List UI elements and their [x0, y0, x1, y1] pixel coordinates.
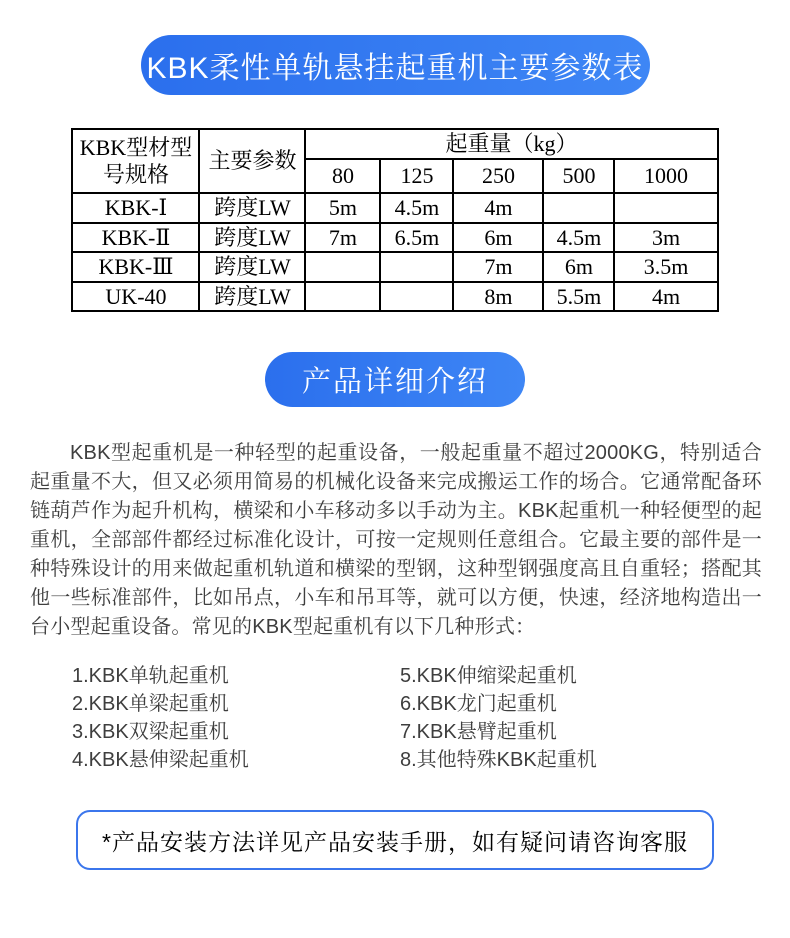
span-cell: [380, 282, 453, 312]
list-item: 3.KBK双梁起重机: [72, 721, 229, 743]
span-cell: [305, 282, 380, 312]
list-item: 4.KBK悬伸梁起重机: [72, 749, 249, 771]
product-intro-heading: [265, 352, 525, 407]
span-cell: [543, 193, 614, 223]
capacity-col-125: 125: [380, 159, 453, 193]
header-model-col: [72, 129, 199, 193]
crane-type-list-left: [72, 662, 400, 774]
title-banner: [141, 35, 650, 95]
crane-type-list: [72, 662, 790, 774]
list-item: 2.KBK单梁起重机: [72, 693, 229, 715]
product-intro-heading-label: 产品详细介绍: [301, 366, 488, 398]
param-cell: 跨度LW: [199, 193, 305, 223]
param-cell: 跨度LW: [199, 223, 305, 253]
crane-type-list-right: [400, 662, 597, 774]
model-cell: KBK-Ⅲ: [72, 252, 199, 282]
header-model-line2: 号规格: [102, 162, 169, 187]
span-cell: 4.5m: [380, 193, 453, 223]
list-item: 8.其他特殊KBK起重机: [400, 749, 597, 771]
header-capacity-span: 起重量（kg）: [305, 129, 717, 159]
table-row-kbk1: [72, 193, 717, 223]
parameters-table: [71, 128, 718, 312]
list-item: 6.KBK龙门起重机: [400, 693, 557, 715]
span-cell: [614, 193, 717, 223]
span-cell: 6m: [453, 223, 543, 253]
span-cell: 7m: [453, 252, 543, 282]
span-cell: 4m: [453, 193, 543, 223]
span-cell: 5m: [305, 193, 380, 223]
span-cell: 3.5m: [614, 252, 717, 282]
span-cell: 8m: [453, 282, 543, 312]
list-item: 1.KBK单轨起重机: [72, 665, 229, 687]
product-detail-page: [0, 35, 790, 938]
model-cell: KBK-Ⅰ: [72, 193, 199, 223]
span-cell: [380, 252, 453, 282]
installation-note-text: *产品安装方法详见产品安装手册，如有疑问请咨询客服: [102, 828, 688, 855]
capacity-col-500: 500: [543, 159, 614, 193]
param-cell: 跨度LW: [199, 252, 305, 282]
table-row-uk40: [72, 282, 717, 312]
list-item: 5.KBK伸缩梁起重机: [400, 665, 577, 687]
model-cell: KBK-Ⅱ: [72, 223, 199, 253]
span-cell: 7m: [305, 223, 380, 253]
span-cell: 5.5m: [543, 282, 614, 312]
span-cell: 4.5m: [543, 223, 614, 253]
span-cell: 6m: [543, 252, 614, 282]
span-cell: 6.5m: [380, 223, 453, 253]
page-title: KBK柔性单轨悬挂起重机主要参数表: [146, 52, 644, 85]
span-cell: 3m: [614, 223, 717, 253]
capacity-col-80: 80: [305, 159, 380, 193]
span-cell: [305, 252, 380, 282]
model-cell: UK-40: [72, 282, 199, 312]
header-param-col: 主要参数: [199, 129, 305, 193]
table-row-kbk2: [72, 223, 717, 253]
list-item: 7.KBK悬臂起重机: [400, 721, 557, 743]
table-row-kbk3: [72, 252, 717, 282]
param-cell: 跨度LW: [199, 282, 305, 312]
intro-paragraph: KBK型起重机是一种轻型的起重设备，一般起重量不超过2000KG，特别适合起重量不大，但又必须用简易的机械化设备来完成搬运工作的场合。它通常配备环链葫芦作为起升机构，横梁和小车移动多以手动为主。KBK起重机一种轻便型的起重机，全部部件都经过标准化设计，可按一定规则任意组合。它最主要的部件是一种特殊设计的用来做起重机轨道和横梁的型钢，这种型钢强度高且自重轻；搭配其他一些标准部件，比如吊点，小车和吊耳等，就可以方便，快速，经济地构造出一台小型起重设备。常见的KBK型起重机有以下几种形式：: [30, 442, 762, 638]
installation-note-box: [76, 810, 714, 870]
span-cell: 4m: [614, 282, 717, 312]
table-header-row-capacity: [72, 129, 717, 159]
capacity-col-1000: 1000: [614, 159, 717, 193]
header-model-line1: KBK型材型: [79, 134, 193, 160]
capacity-col-250: 250: [453, 159, 543, 193]
